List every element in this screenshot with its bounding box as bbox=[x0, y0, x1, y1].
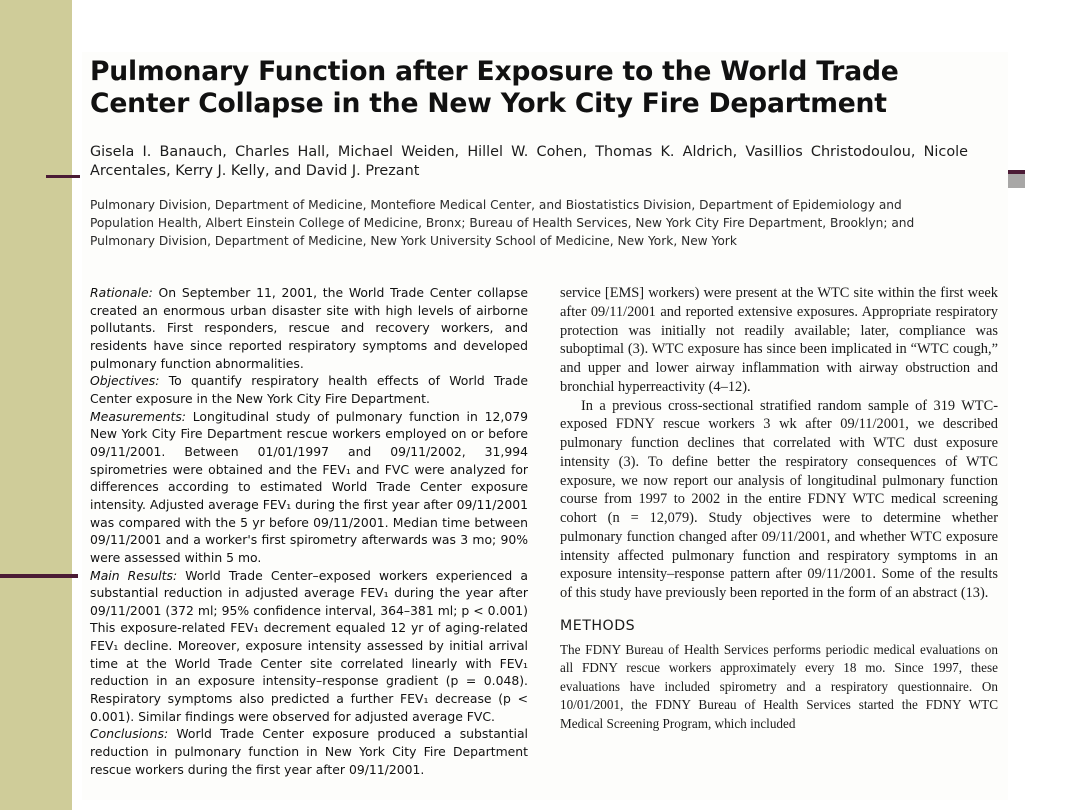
abstract-column bbox=[90, 284, 528, 778]
methods-paragraph: The FDNY Bureau of Health Services performs periodic medical evaluations on all FDNY rescue workers approximately every 18 mo. Since 1997, these evaluations have included spirometry and a respiratory questionnaire. On 10/01/2001, the FDNY Bureau of Health Services started the FDNY WTC Medical Screening Program, which included bbox=[560, 641, 998, 731]
methods-heading: METHODS bbox=[560, 617, 636, 634]
measurements-label: Measurements: bbox=[90, 408, 186, 424]
results-text: World Trade Center–exposed workers experienced a substantial reduction in adjusted average FEV₁ during the year after 09/11/2001 (372 ml; 95% confidence interval, 364–381 ml; p < 0.001) This exposure-related FEV₁ decrement equaled 12 yr of aging-related FEV₁ decline. Moreover, exposure intensity assessed by initial arrival time at the World Trade Center site correlated linearly with FEV₁ reduction in an exposure intensity–response gradient (p = 0.048). Respiratory symptoms also predicted a further FEV₁ decrease (p < 0.001). Similar findings were observed for adjusted average FVC. bbox=[90, 567, 528, 724]
abstract-conclusions bbox=[90, 725, 528, 778]
abstract-measurements bbox=[90, 408, 528, 567]
rationale-label: Rationale: bbox=[90, 285, 153, 300]
paper-affiliations: Pulmonary Division, Department of Medicine, Montefiore Medical Center, and Biostatistics Division, Department of Epidemiology and Population Health, Albert Einstein College of Medicine, Bronx; Bureau of Health Services, New York City Fire Department, Brooklyn; and Pulmonary Division, Department of Medicine, New York University School of Medicine, New York, New York bbox=[90, 198, 915, 248]
body-column bbox=[560, 284, 998, 733]
accent-bar-left-bottom bbox=[0, 574, 78, 578]
paper-authors: Gisela I. Banauch, Charles Hall, Michael Weiden, Hillel W. Cohen, Thomas K. Aldrich, Vasillios Christodoulou, Nicole Arcentales, Kerry J. Kelly, and David J. Prezant bbox=[90, 144, 968, 179]
abstract-objectives bbox=[90, 372, 528, 407]
paper-page bbox=[82, 52, 1008, 800]
objectives-text: To quantify respiratory health effects of World Trade Center exposure in the New York City Fire Department. bbox=[90, 373, 528, 406]
conclusions-label: Conclusions: bbox=[90, 726, 169, 742]
abstract-results bbox=[90, 567, 528, 726]
body-paragraph-1: service [EMS] workers) were present at the WTC site within the first week after 09/11/2001 and reported extensive exposures. Appropriate respiratory protection was initially not readily available; later, compliance was suboptimal (3). WTC exposure has since been implicated in “WTC cough,” and upper and lower airway inflammation with airway obstruction and bronchial hyperreactivity (4–12). bbox=[560, 285, 998, 395]
rationale-text: On September 11, 2001, the World Trade Center collapse created an enormous urban disaster site with high levels of airborne pollutants. First responders, rescue and recovery workers, and residents have since reported respiratory symptoms and developed pulmonary function abnormalities. bbox=[90, 285, 528, 371]
body-paragraph-2: In a previous cross-sectional stratified random sample of 319 WTC-exposed FDNY rescue workers 3 wk after 09/11/2001, we described pulmonary function declines that correlated with WTC dust exposure intensity (3). To define better the respiratory consequences of WTC exposure, we now report our analysis of longitudinal pulmonary function course from 1997 to 2002 in the entire FDNY WTC medical screening cohort (n = 12,079). Study objectives were to determine whether pulmonary function changed after 09/11/2001, and whether WTC exposure intensity affected pulmonary function and respiratory symptoms in an exposure intensity–response pattern after 09/11/2001. Some of the results of this study have previously been reported in the form of an abstract (13). bbox=[560, 397, 998, 601]
results-label: Main Results: bbox=[90, 567, 178, 583]
gray-block-right bbox=[1008, 174, 1025, 188]
paper-title: Pulmonary Function after Exposure to the World Trade Center Collapse in the New York City Fire Department bbox=[90, 56, 899, 119]
abstract-rationale bbox=[90, 284, 528, 372]
slide-sidebar bbox=[0, 0, 72, 810]
accent-bar-left-top bbox=[46, 175, 80, 178]
objectives-label: Objectives: bbox=[90, 373, 160, 389]
measurements-text: Longitudinal study of pulmonary function in 12,079 New York City Fire Department rescue workers employed on or before 09/11/2001. Between 01/01/1997 and 09/11/2002, 31,994 spirometries were obtained and the FEV₁ and FVC were analyzed for differences according to estimated World Trade Center exposure intensity. Adjusted average FEV₁ during the first year after 09/11/2001 was compared with the 5 yr before 09/11/2001. Median time between 09/11/2001 and a worker's first spirometry afterwards was 3 mo; 90% were assessed within 5 mo. bbox=[90, 408, 528, 565]
conclusions-text: World Trade Center exposure produced a substantial reduction in pulmonary function in New York City Fire Department rescue workers during the first year after 09/11/2001. bbox=[90, 726, 528, 777]
